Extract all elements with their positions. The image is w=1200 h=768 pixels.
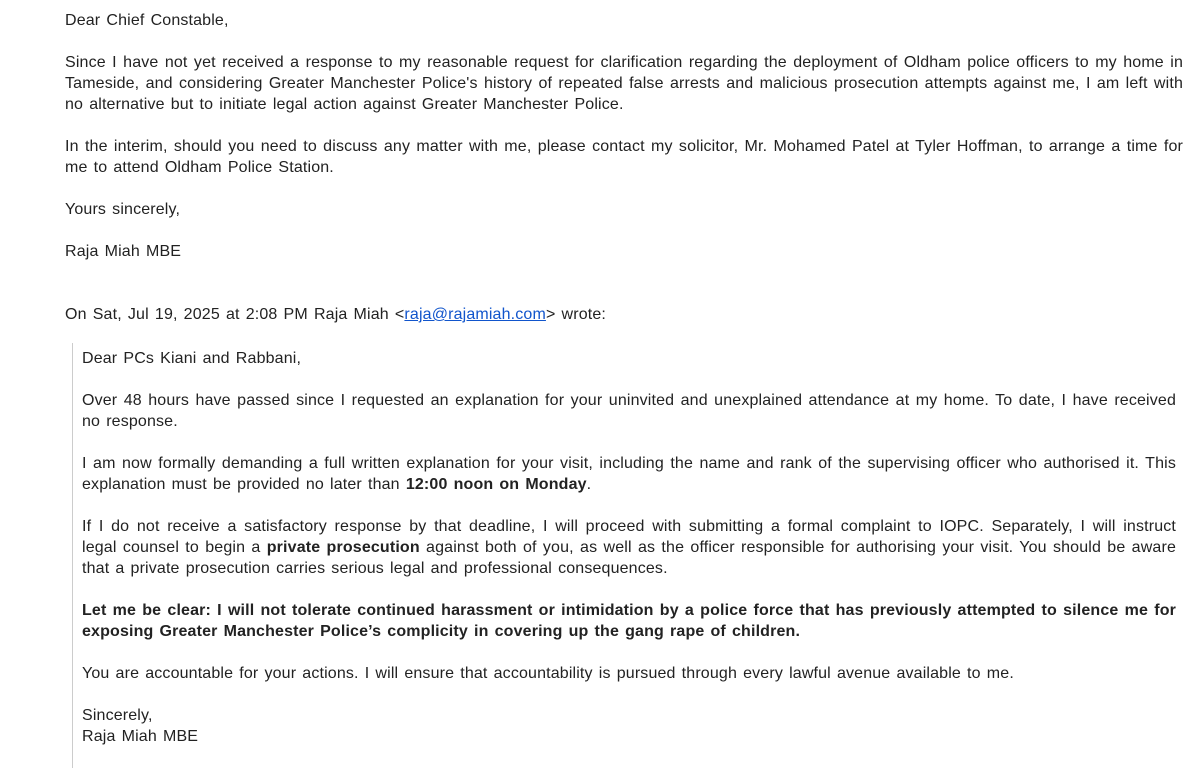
quoted-paragraph-4 bbox=[82, 600, 1176, 642]
quoted-closing: Sincerely, bbox=[82, 707, 153, 724]
quoted-paragraph-5: You are accountable for your actions. I will ensure that accountability is pursued through every lawful avenue available to me. bbox=[82, 665, 1014, 682]
quoted-paragraph-3-end: against both of you, as well as the officer responsible for authorising your visit. You should be aware that a private prosecution carries serious legal and professional consequences. bbox=[82, 539, 1177, 577]
quoted-paragraph-2 bbox=[82, 453, 1176, 495]
quoted-paragraph-3-text: If I do not receive a satisfactory response by that deadline, I will proceed with submitting a formal complaint to IOPC. Separately, I will instruct legal counsel to begin a bbox=[82, 518, 1176, 556]
quoted-paragraph-1: Over 48 hours have passed since I requested an explanation for your uninvited and unexplained attendance at my home. To date, I have received no response. bbox=[82, 392, 1176, 430]
reply-greeting: Dear Chief Constable, bbox=[65, 12, 229, 29]
quoted-paragraph-2-text: I am now formally demanding a full written explanation for your visit, including the name and rank of the supervising officer who authorised it. This explanation must be provided no later than bbox=[82, 455, 1176, 493]
private-prosecution-text: private prosecution bbox=[266, 539, 420, 556]
reply-signature: Raja Miah MBE bbox=[65, 243, 182, 260]
reply-paragraph-1: Since I have not yet received a response to my reasonable request for clarification regarding the deployment of Oldham police officers to my home in Tameside, and considering Greater Manchester Police's history of repeated false arrests and malicious prosecution attempts against me, I am left with no alternative but to initiate legal action against Greater Manchester Police. bbox=[65, 54, 1183, 113]
deadline-text: 12:00 noon on Monday bbox=[405, 476, 587, 493]
quoted-message bbox=[72, 343, 1176, 768]
reply-closing: Yours sincerely, bbox=[65, 201, 181, 218]
quoted-signature: Raja Miah MBE bbox=[82, 728, 199, 745]
quote-attribution-prefix: On Sat, Jul 19, 2025 at 2:08 PM Raja Miah < bbox=[65, 306, 405, 323]
quoted-paragraph-3 bbox=[82, 516, 1176, 579]
quote-attribution-suffix: > wrote: bbox=[545, 306, 606, 323]
quoted-greeting: Dear PCs Kiani and Rabbani, bbox=[82, 350, 302, 367]
reply-paragraph-2: In the interim, should you need to discuss any matter with me, please contact my solicitor, Mr. Mohamed Patel at Tyler Hoffman, to arrange a time for me to attend Oldham Police Station. bbox=[65, 138, 1183, 176]
sender-email-link[interactable]: raja@rajamiah.com bbox=[404, 306, 546, 323]
quote-attribution bbox=[65, 304, 1183, 325]
quoted-paragraph-2-end: . bbox=[586, 476, 592, 493]
quoted-paragraph-4-bold: Let me be clear: I will not tolerate continued harassment or intimidation by a police force that has previously attempted to silence me for exposing Greater Manchester Police’s complicity in covering up the gang rape of children. bbox=[82, 602, 1176, 640]
email-body bbox=[65, 10, 1183, 768]
